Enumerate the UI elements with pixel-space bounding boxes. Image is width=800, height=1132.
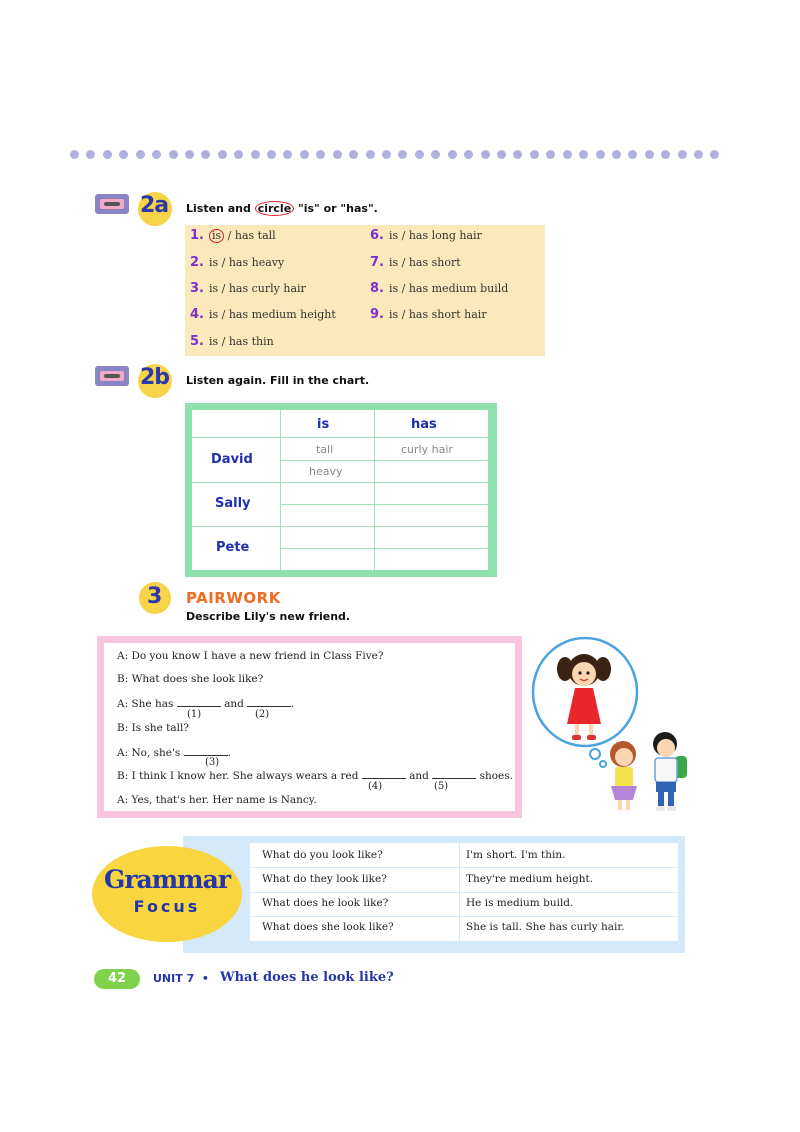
pairwork-subtitle: Describe Lily's new friend. [186, 610, 351, 623]
dialogue-line: A: Do you know I have a new friend in Class Five? [117, 650, 384, 662]
chart-header-has: has [411, 417, 437, 432]
grammar-answer: He is medium build. [466, 897, 574, 909]
dotted-divider [70, 150, 720, 162]
grammar-answer: She is tall. She has curly hair. [466, 921, 625, 933]
circled-answer: is [209, 229, 224, 243]
blank-1 [177, 697, 221, 707]
exercise-item-7: 7. is / has short [370, 255, 461, 270]
blank-3 [184, 746, 228, 756]
blank-number: (3) [205, 757, 220, 768]
dialogue-line: B: Is she tall? [117, 722, 189, 734]
dialogue-line: B: What does she look like? [117, 673, 264, 685]
exercise-item-5: 5. is / has thin [190, 334, 274, 349]
exercise-item-9: 9. is / has short hair [370, 307, 487, 322]
chart-row-name: David [211, 452, 253, 467]
dialogue-line: A: Yes, that's her. Her name is Nancy. [117, 794, 317, 806]
chart-cell: curly hair [401, 443, 453, 456]
grammar-question: What do you look like? [262, 849, 383, 861]
blank-5 [432, 769, 476, 779]
page-number: 42 [94, 969, 140, 989]
chart-cell: heavy [309, 465, 343, 478]
exercise-item-3: 3. is / has curly hair [190, 281, 306, 296]
dialogue-line: B: I think I know her. She always wears a red and shoes. [117, 770, 513, 782]
dialogue-line: A: She has and . [117, 698, 295, 710]
grammar-question: What do they look like? [262, 873, 387, 885]
boy-figure [653, 732, 687, 811]
chart-row-name: Sally [215, 496, 251, 511]
dialogue-line: A: No, she's . [117, 747, 231, 759]
grammar-question: What does he look like? [262, 897, 389, 909]
section-label-2b: 2b [140, 365, 170, 390]
pairwork-title: PAIRWORK [186, 589, 281, 607]
instruction-2a: Listen and circle "is" or "has". [186, 202, 378, 215]
exercise-item-4: 4. is / has medium height [190, 307, 336, 322]
audio-tape-icon [95, 366, 129, 386]
section-label-2a: 2a [140, 193, 169, 218]
kids-illustration [525, 636, 700, 816]
chart-row-name: Pete [216, 540, 250, 555]
blank-number: (1) [187, 709, 202, 720]
blank-2 [247, 697, 291, 707]
exercise-item-1: 1. is / has tall [190, 228, 276, 243]
grammar-answer: They're medium height. [466, 873, 594, 885]
circle-word: circle [255, 201, 294, 216]
focus-title: Focus [133, 897, 201, 916]
grammar-focus-badge [92, 846, 242, 942]
section-label-3: 3 [147, 584, 162, 609]
grammar-answer: I'm short. I'm thin. [466, 849, 566, 861]
blank-number: (2) [255, 709, 270, 720]
unit-label: UNIT 7 • [153, 972, 209, 985]
unit-title: What does he look like? [220, 970, 394, 985]
blank-4 [362, 769, 406, 779]
chart-header-is: is [317, 417, 330, 432]
exercise-item-8: 8. is / has medium build [370, 281, 509, 296]
blank-number: (4) [368, 781, 383, 792]
instruction-2b: Listen again. Fill in the chart. [186, 374, 370, 387]
exercise-item-6: 6. is / has long hair [370, 228, 482, 243]
chart-cell: tall [316, 443, 334, 456]
girl-figure [610, 741, 637, 810]
audio-tape-icon [95, 194, 129, 214]
blank-number: (5) [434, 781, 449, 792]
grammar-title: Grammar [104, 865, 230, 894]
exercise-item-2: 2. is / has heavy [190, 255, 285, 270]
grammar-question: What does she look like? [262, 921, 394, 933]
